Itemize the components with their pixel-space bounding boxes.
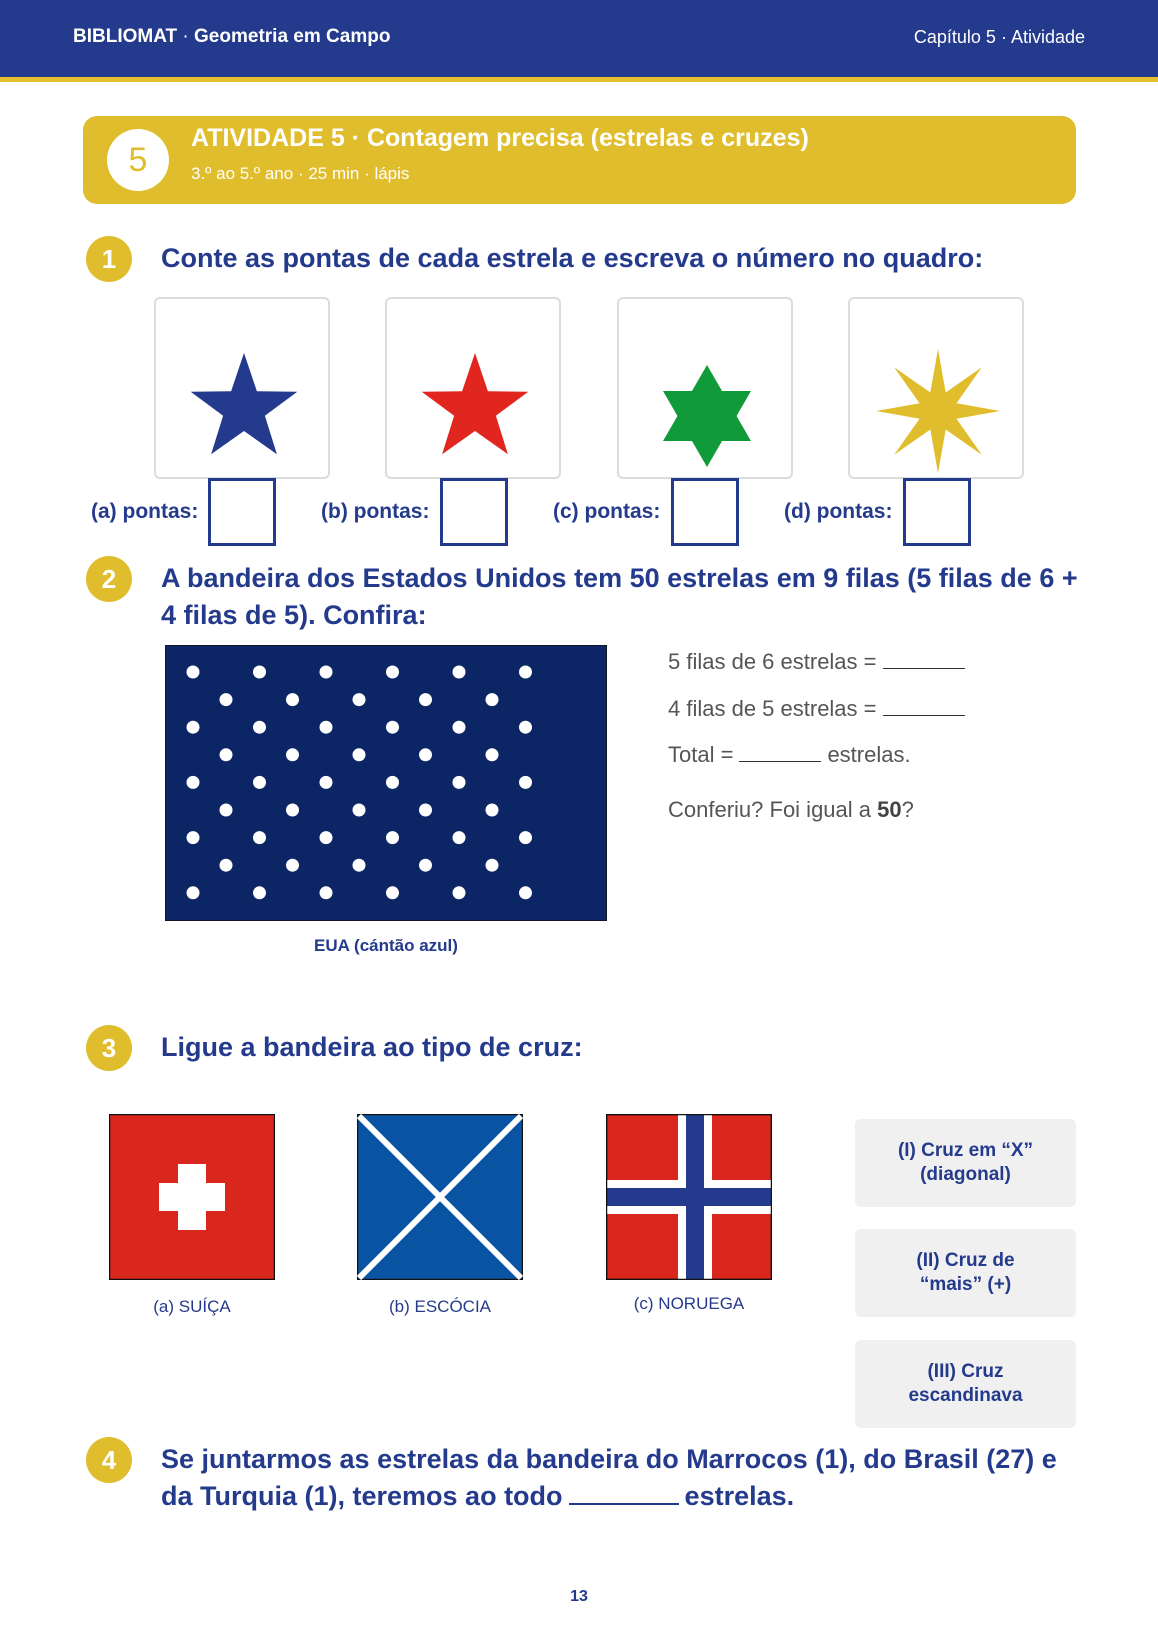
canton-star-dot <box>253 886 266 899</box>
question-2-text: A bandeira dos Estados Unidos tem 50 estrelas em 9 filas (5 filas de 6 + 4 filas de 5). Confira: <box>161 563 1078 630</box>
question-1-text: Conte as pontas de cada estrela e escreva o número no quadro: <box>161 243 984 273</box>
canton-star-dot <box>187 831 200 844</box>
eight-point-star-icon <box>850 299 1026 481</box>
canton-star-dot <box>353 859 366 872</box>
canton-star-dot <box>253 721 266 734</box>
canton-star-dot <box>253 831 266 844</box>
cross-2-line-2: “mais” (+) <box>919 1274 1012 1295</box>
cross-2-line-1: (II) Cruz de <box>916 1250 1015 1271</box>
canton-star-dot <box>453 721 466 734</box>
five-point-star-icon <box>156 299 332 481</box>
canton-star-dot <box>220 693 233 706</box>
cross-3-line-2: escandinava <box>908 1385 1023 1406</box>
equation-line-total <box>668 742 911 768</box>
star-card-c <box>617 297 793 479</box>
canton-star-dot <box>486 859 499 872</box>
canton-star-dot <box>286 859 299 872</box>
canton-star-dot <box>187 776 200 789</box>
canton-star-dot <box>220 748 233 761</box>
check-suffix: ? <box>901 797 914 822</box>
canton-star-dot <box>519 721 532 734</box>
header-separator: · <box>182 26 189 47</box>
activity-number-badge: 5 <box>107 129 169 191</box>
star-card-d <box>848 297 1024 479</box>
canton-star-dot <box>386 776 399 789</box>
canton-star-dot <box>486 693 499 706</box>
book-title: Geometria em Campo <box>194 26 391 47</box>
star-a-answer-box[interactable] <box>208 478 276 546</box>
cross-type-card-3[interactable] <box>855 1340 1076 1428</box>
question-4-blank[interactable] <box>569 1502 679 1505</box>
canton-star-dot <box>187 721 200 734</box>
canton-star-dot <box>453 831 466 844</box>
canton-star-dot <box>353 748 366 761</box>
star-card-b <box>385 297 561 479</box>
canton-star-dot <box>386 721 399 734</box>
canton-star-dot <box>353 804 366 817</box>
norwegian-flag-icon[interactable] <box>606 1114 772 1280</box>
activity-title: ATIVIDADE 5 · Contagem precisa (estrelas e cruzes) <box>191 124 809 152</box>
equation-2-blank[interactable] <box>883 714 965 716</box>
canton-star-dot <box>419 693 432 706</box>
cross-type-card-2[interactable] <box>855 1229 1076 1317</box>
canton-background <box>165 645 607 921</box>
star-a-label: (a) pontas: <box>91 500 199 523</box>
equation-line-2 <box>668 696 971 722</box>
question-3-text: Ligue a bandeira ao tipo de cruz: <box>161 1032 583 1062</box>
canton-star-dot <box>486 748 499 761</box>
canton-star-dot <box>386 666 399 679</box>
canton-star-dot <box>320 831 333 844</box>
canton-star-dot <box>453 666 466 679</box>
equation-2-text: 4 filas de 5 estrelas = <box>668 696 877 721</box>
canton-star-dot <box>419 748 432 761</box>
six-point-star-icon <box>619 299 795 481</box>
canton-star-dot <box>419 859 432 872</box>
chapter-label: Capítulo 5 · Atividade <box>913 27 1085 47</box>
total-suffix: estrelas. <box>827 742 911 767</box>
star-d-answer-box[interactable] <box>903 478 971 546</box>
activity-subtitle: 3.º ao 5.º ano · 25 min · lápis <box>191 164 410 183</box>
activity-banner <box>83 116 1076 204</box>
canton-star-dot <box>286 804 299 817</box>
canton-star-dot <box>253 776 266 789</box>
star-b-label: (b) pontas: <box>321 500 430 523</box>
question-4-text-part-2: estrelas. <box>684 1481 795 1511</box>
question-4-text-part-1: Se juntarmos as estrelas da bandeira do Marrocos (1), do Brasil (27) e da Turquia (1), teremos ao todo <box>161 1444 1057 1511</box>
flag-a-label: (a) SUÍÇA <box>153 1297 231 1316</box>
canton-star-dot <box>320 886 333 899</box>
five-point-star-icon <box>387 299 563 481</box>
star-c-answer-box[interactable] <box>671 478 739 546</box>
cross-1-line-2: (diagonal) <box>920 1164 1011 1185</box>
canton-star-dot <box>253 666 266 679</box>
canton-star-dot <box>187 886 200 899</box>
canton-star-dot <box>320 666 333 679</box>
star-d-label: (d) pontas: <box>784 500 893 523</box>
flag-c-label: (c) NORUEGA <box>633 1294 745 1313</box>
canton-star-dot <box>320 721 333 734</box>
canton-star-dot <box>187 666 200 679</box>
check-number: 50 <box>877 797 902 822</box>
canton-star-dot <box>519 666 532 679</box>
canton-star-dot <box>486 804 499 817</box>
cross-type-card-1[interactable] <box>855 1119 1076 1207</box>
scottish-flag-icon[interactable] <box>357 1114 523 1280</box>
canton-star-dot <box>519 886 532 899</box>
total-text: Total = <box>668 742 734 767</box>
canton-star-dot <box>519 776 532 789</box>
canton-star-dot <box>453 776 466 789</box>
cross-1-line-1: (I) Cruz em “X” <box>897 1140 1034 1161</box>
equation-line-1 <box>668 649 971 675</box>
canton-star-dot <box>286 748 299 761</box>
star-b-answer-box[interactable] <box>440 478 508 546</box>
swiss-flag-icon[interactable] <box>109 1114 275 1280</box>
question-2-badge: 2 <box>86 556 132 602</box>
cross-3-line-1: (III) Cruz <box>927 1361 1004 1382</box>
canton-star-dot <box>453 886 466 899</box>
canton-star-dot <box>353 693 366 706</box>
page-number: 13 <box>570 1588 588 1605</box>
check-question <box>668 797 914 823</box>
star-c-label: (c) pontas: <box>553 500 661 523</box>
flag-b-label: (b) ESCÓCIA <box>388 1297 492 1316</box>
canton-star-dot <box>220 804 233 817</box>
check-text: Conferiu? Foi igual a <box>668 797 878 822</box>
canton-star-dot <box>220 859 233 872</box>
canton-star-dot <box>519 831 532 844</box>
canton-star-dot <box>419 804 432 817</box>
canton-star-dot <box>320 776 333 789</box>
brand-name: BIBLIOMAT <box>73 26 178 47</box>
canton-star-dot <box>386 886 399 899</box>
question-4-badge: 4 <box>86 1437 132 1483</box>
equation-1-blank[interactable] <box>883 667 965 669</box>
total-blank[interactable] <box>739 760 821 762</box>
question-1-badge: 1 <box>86 236 132 282</box>
canton-star-dot <box>386 831 399 844</box>
page-header <box>0 0 1158 82</box>
canton-star-dot <box>286 693 299 706</box>
question-3-badge: 3 <box>86 1025 132 1071</box>
equation-1-text: 5 filas de 6 estrelas = <box>668 649 877 674</box>
usa-canton-image <box>165 645 607 921</box>
star-card-a <box>154 297 330 479</box>
header-book-title <box>73 26 390 48</box>
question-4-text <box>161 1441 1091 1515</box>
usa-flag-caption: EUA (cántão azul) <box>314 936 458 955</box>
